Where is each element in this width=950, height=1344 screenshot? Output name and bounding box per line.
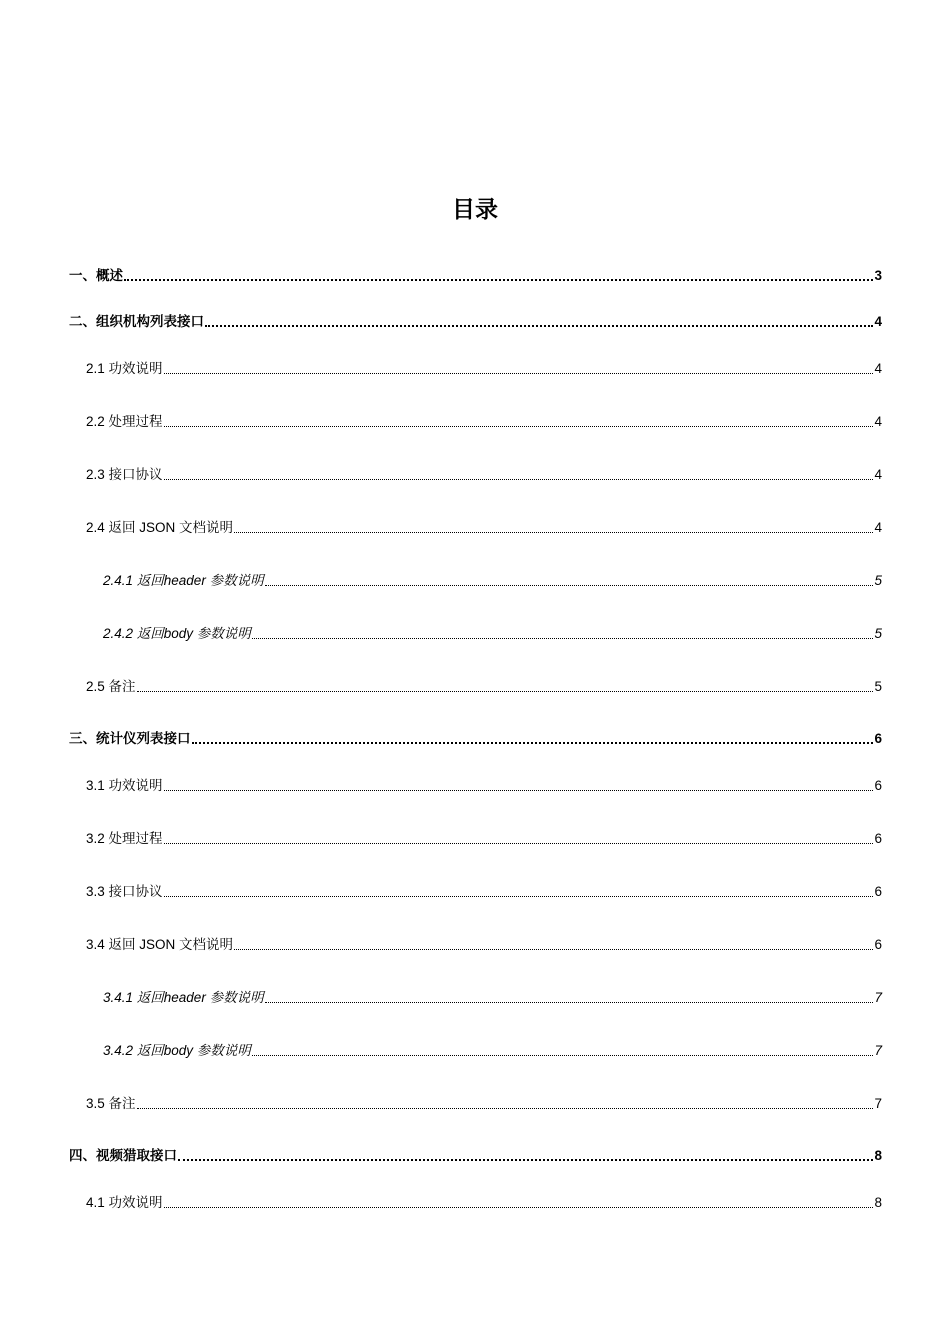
toc-entry-3-5[interactable] xyxy=(86,1093,882,1113)
toc-entry-label: 四、视频猎取接口 xyxy=(69,1148,177,1163)
toc-entry-1[interactable] xyxy=(69,265,882,285)
toc-entry-label: 3.4 返回 JSON 文档说明 xyxy=(86,937,234,952)
toc-entry-label: 3.1 功效说明 xyxy=(86,778,163,793)
toc-page-number: 7 xyxy=(874,1043,882,1058)
toc-page-number: 8 xyxy=(874,1148,882,1163)
toc-entry-label: 2.5 备注 xyxy=(86,679,136,694)
toc-entry-2-4[interactable] xyxy=(86,517,882,537)
toc-entry-3-4-2[interactable] xyxy=(103,1040,882,1060)
toc-entry-label: 3.5 备注 xyxy=(86,1096,136,1111)
toc-entry-2-4-1[interactable] xyxy=(103,570,882,590)
toc-page-number: 7 xyxy=(874,1096,882,1111)
toc-entry-label: 二、组织机构列表接口 xyxy=(69,314,204,329)
dot-leader xyxy=(192,742,874,744)
toc-entry-label: 3.4.1 返回header 参数说明 xyxy=(103,990,264,1005)
toc-entry-2-3[interactable] xyxy=(86,464,882,484)
dot-leader xyxy=(205,325,873,327)
toc-entry-3-2[interactable] xyxy=(86,828,882,848)
toc-page-number: 6 xyxy=(874,884,882,899)
toc-entry-label: 3.4.2 返回body 参数说明 xyxy=(103,1043,251,1058)
dot-leader xyxy=(265,1002,874,1003)
dot-leader xyxy=(252,638,874,639)
toc-entry-2-4-2[interactable] xyxy=(103,623,882,643)
toc-entry-label: 2.4.1 返回header 参数说明 xyxy=(103,573,264,588)
toc-entry-label: 2.3 接口协议 xyxy=(86,467,163,482)
dot-leader xyxy=(178,1159,873,1161)
dot-leader xyxy=(252,1055,874,1056)
toc-entry-4-1[interactable] xyxy=(86,1192,882,1212)
dot-leader xyxy=(164,843,874,844)
toc-page-number: 6 xyxy=(874,831,882,846)
dot-leader xyxy=(164,1207,874,1208)
toc-entry-label: 4.1 功效说明 xyxy=(86,1195,163,1210)
toc-entry-3-4[interactable] xyxy=(86,934,882,954)
toc-page-number: 4 xyxy=(874,467,882,482)
toc-entry-label: 3.2 处理过程 xyxy=(86,831,163,846)
dot-leader xyxy=(124,279,873,281)
toc-title: 目录 xyxy=(452,197,498,223)
toc-entry-3-4-1[interactable] xyxy=(103,987,882,1007)
dot-leader xyxy=(137,1108,874,1109)
toc-entry-label: 2.4.2 返回body 参数说明 xyxy=(103,626,251,641)
toc-page-number: 6 xyxy=(874,731,882,746)
toc-entry-label: 2.1 功效说明 xyxy=(86,361,163,376)
dot-leader xyxy=(164,790,874,791)
toc-page-number: 4 xyxy=(874,361,882,376)
toc-page-number: 6 xyxy=(874,937,882,952)
toc-page-number: 7 xyxy=(874,990,882,1005)
toc-entry-label: 3.3 接口协议 xyxy=(86,884,163,899)
toc-entry-3[interactable] xyxy=(69,728,882,748)
toc-entry-2-2[interactable] xyxy=(86,411,882,431)
toc-page-number: 8 xyxy=(874,1195,882,1210)
dot-leader xyxy=(265,585,874,586)
toc-entry-2-5[interactable] xyxy=(86,676,882,696)
toc-entry-4[interactable] xyxy=(69,1145,882,1165)
toc-page-number: 4 xyxy=(874,314,882,329)
dot-leader xyxy=(234,532,873,533)
toc-page-number: 3 xyxy=(874,268,882,283)
toc-entry-label: 一、概述 xyxy=(69,268,123,283)
toc-page-number: 5 xyxy=(874,573,882,588)
toc-page-number: 5 xyxy=(874,626,882,641)
dot-leader xyxy=(164,373,874,374)
dot-leader xyxy=(164,479,874,480)
dot-leader xyxy=(234,949,873,950)
toc-page-number: 4 xyxy=(874,414,882,429)
dot-leader xyxy=(137,691,874,692)
toc-page-number: 5 xyxy=(874,679,882,694)
toc-entry-2[interactable] xyxy=(69,311,882,331)
toc-entry-label: 三、统计仪列表接口 xyxy=(69,731,191,746)
toc-page-number: 6 xyxy=(874,778,882,793)
toc-page-number: 4 xyxy=(874,520,882,535)
toc-entry-3-1[interactable] xyxy=(86,775,882,795)
dot-leader xyxy=(164,426,874,427)
toc-entry-3-3[interactable] xyxy=(86,881,882,901)
toc-entry-label: 2.4 返回 JSON 文档说明 xyxy=(86,520,234,535)
dot-leader xyxy=(164,896,874,897)
toc-entry-2-1[interactable] xyxy=(86,358,882,378)
toc-entry-label: 2.2 处理过程 xyxy=(86,414,163,429)
